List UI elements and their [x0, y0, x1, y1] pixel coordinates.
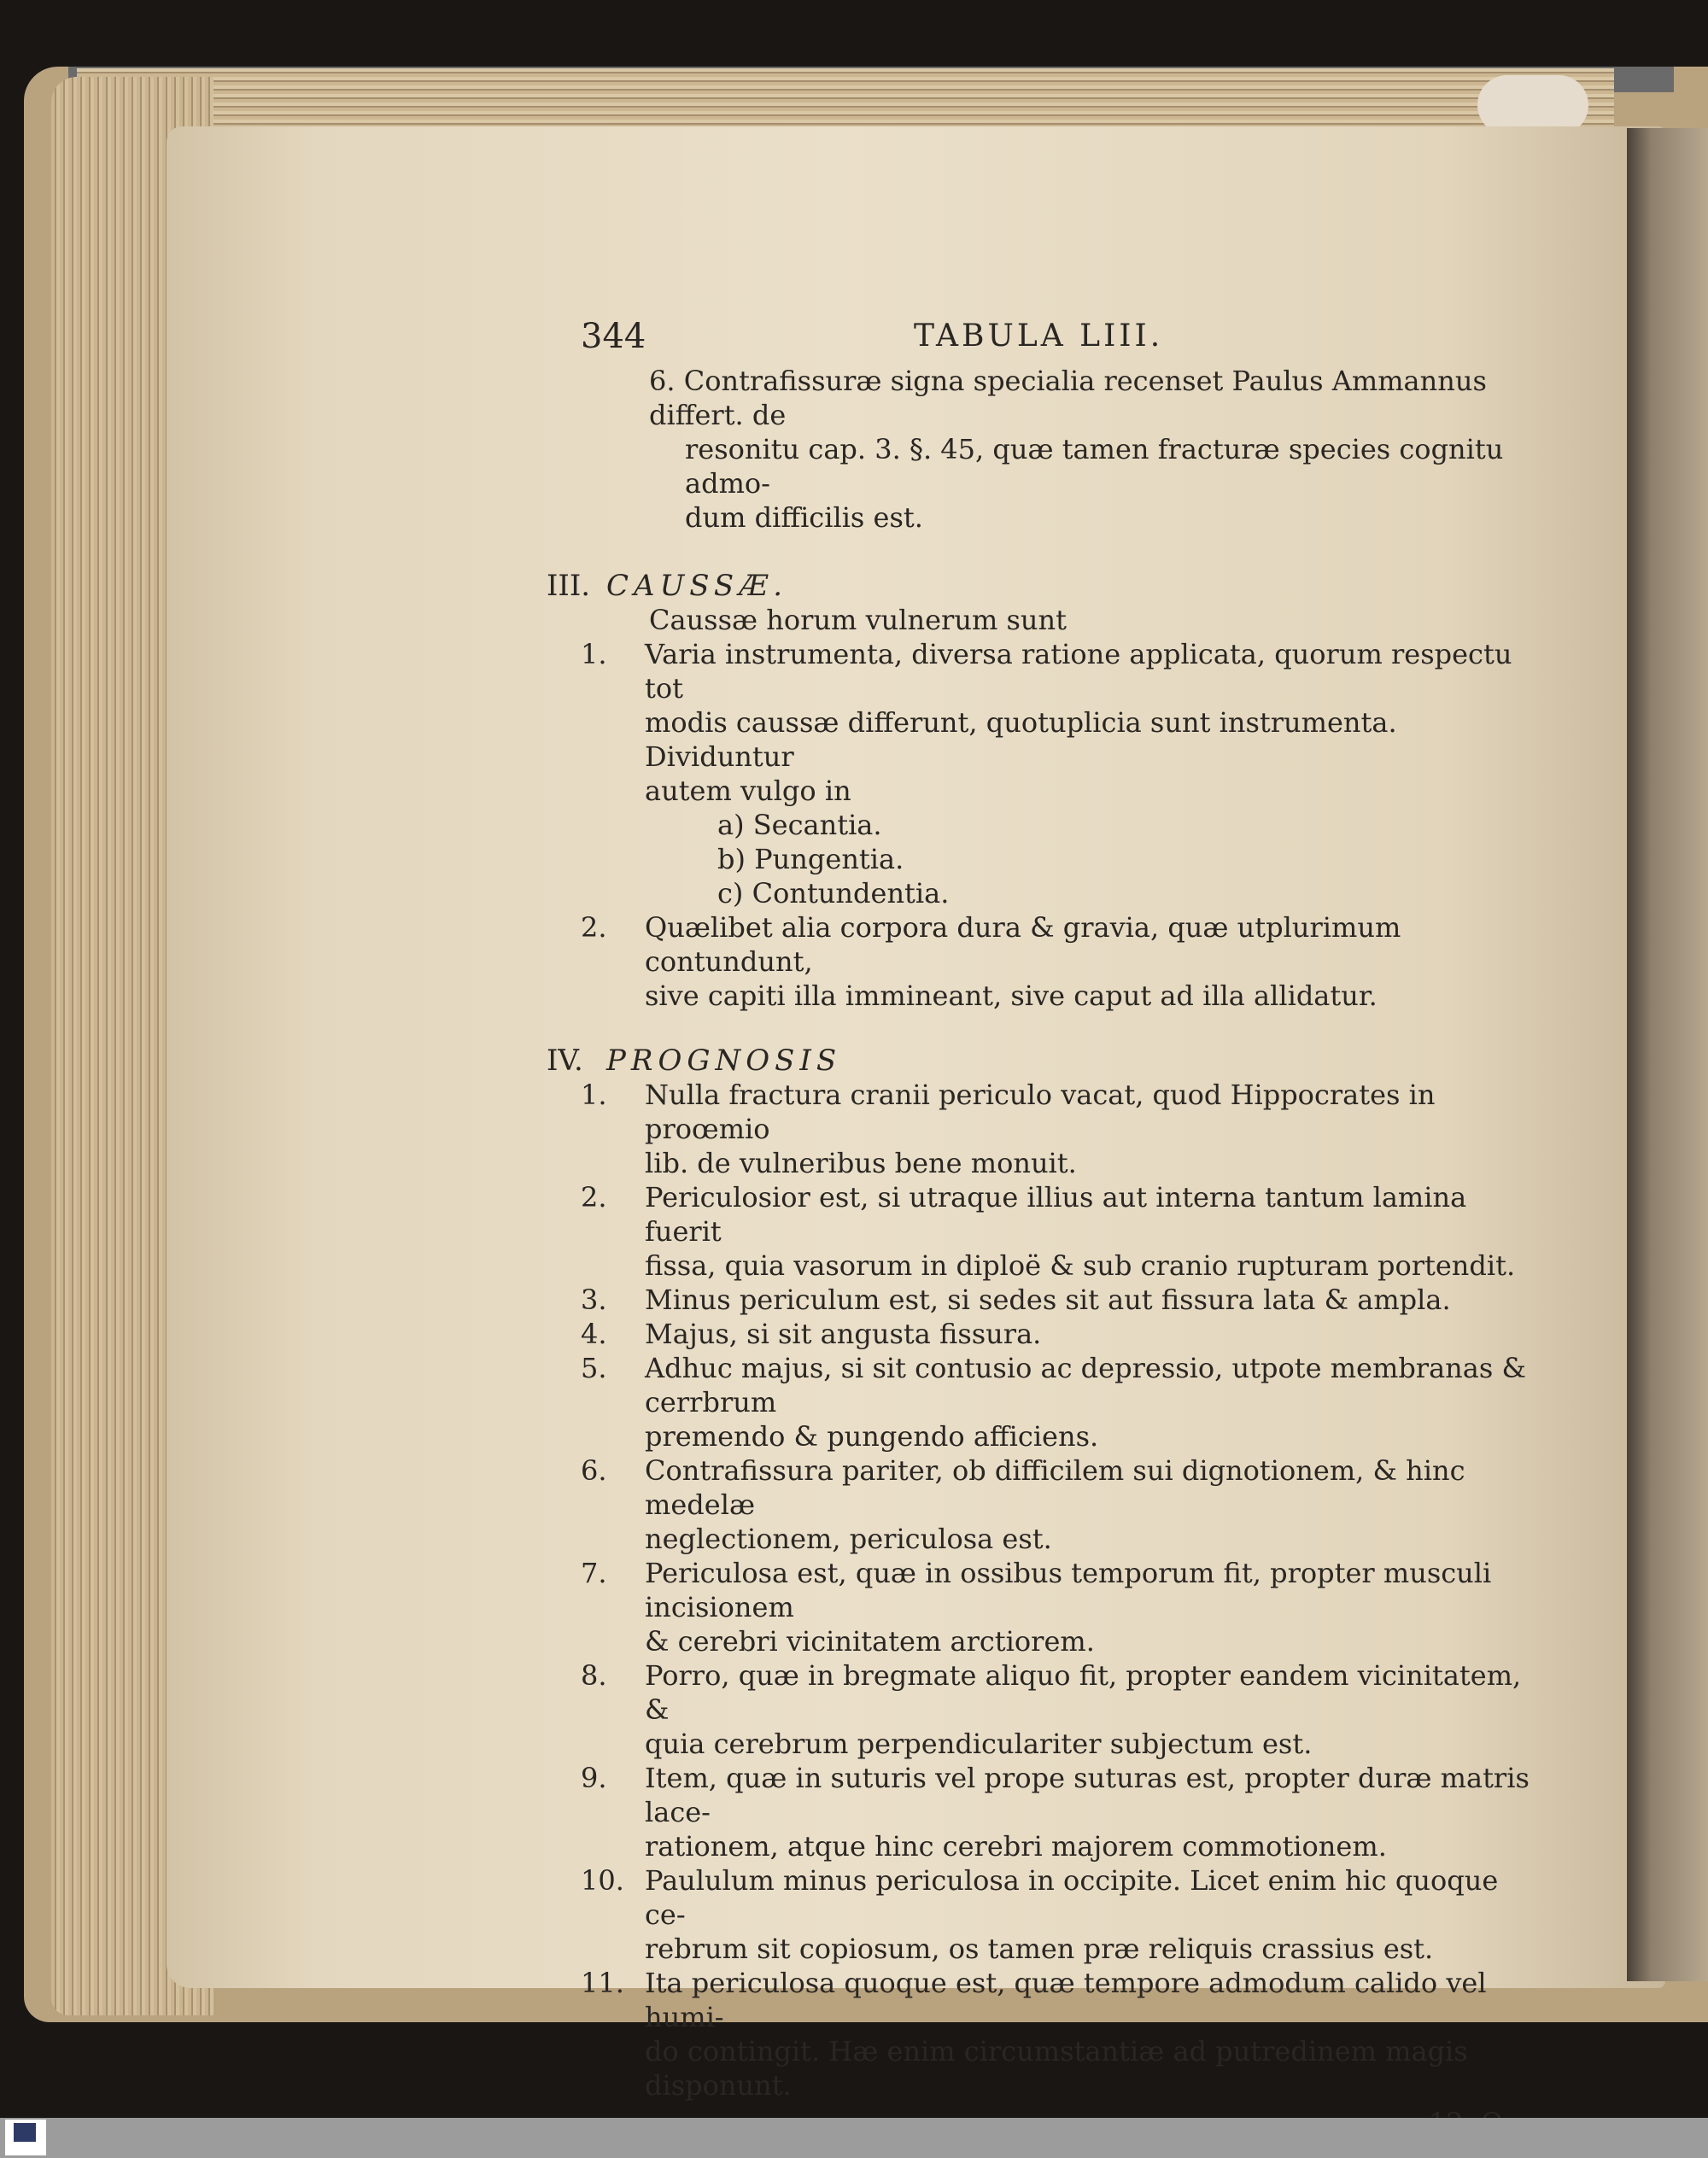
list-item	[547, 1863, 1537, 1966]
section-lead: Caussæ horum vulnerum sunt	[649, 604, 1067, 636]
item-number: 10.	[581, 1864, 624, 1897]
page-gutter	[1627, 128, 1708, 1981]
item-number: 2.	[581, 1181, 607, 1214]
item-line: Periculosior est, si utraque illius aut interna tantum lamina fuerit	[645, 1181, 1467, 1248]
item-line: Item, quæ in suturis vel prope suturas est, propter duræ matris lace-	[645, 1762, 1530, 1828]
running-head: TABULA LIII.	[914, 319, 1164, 354]
item-line: Porro, quæ in bregmate aliquo fit, propter eandem vicinitatem, &	[645, 1659, 1522, 1726]
item-line: Periculosa est, quæ in ossibus temporum fit, propter musculi incisionem	[645, 1557, 1492, 1623]
item-line: autem vulgo in	[645, 775, 851, 807]
page-text	[547, 316, 1537, 2140]
item-line: & cerebri vicinitatem arctiorem.	[645, 1625, 1095, 1658]
sub-item: b) Pungentia.	[717, 843, 904, 875]
page-header	[547, 316, 1537, 364]
item-number: 4.	[581, 1318, 607, 1350]
section-heading-prognosis	[547, 1044, 1537, 1078]
item-line: rationem, atque hinc cerebri majorem commotionem.	[645, 1830, 1387, 1863]
item-number: 7.	[581, 1557, 607, 1589]
list-item	[547, 1283, 1537, 1317]
intro-item-6	[547, 364, 1537, 535]
item-line: disponunt.	[645, 2069, 792, 2102]
section-title: CAUSSÆ.	[606, 569, 788, 603]
item-number: 3.	[581, 1284, 607, 1316]
intro-item-line: Contrafissuræ signa specialia recenset Paulus Ammannus differt. de	[649, 365, 1487, 431]
item-number: 2.	[581, 911, 607, 944]
sub-item: c) Contundentia.	[717, 877, 950, 909]
item-line: Adhuc majus, si sit contusio ac depressio, utpote membranas & cerrbrum	[645, 1352, 1526, 1418]
footer-bar	[0, 2118, 1708, 2158]
item-line: Contrafissura pariter, ob difficilem sui dignotionem, & hinc medelæ	[645, 1454, 1465, 1521]
item-line: do contingit. Hæ enim circumstantiæ ad putredinem magis	[645, 2035, 1468, 2067]
list-item	[547, 1453, 1537, 1556]
item-line: Quælibet alia corpora dura & gravia, quæ utplurimum contundunt,	[645, 911, 1401, 978]
list-item	[547, 910, 1537, 1013]
item-line: lib. de vulneribus bene monuit.	[645, 1147, 1077, 1179]
intro-item-line: resonitu cap. 3. §. 45, quæ tamen fracturæ species cognitu admo-	[685, 433, 1504, 500]
library-logo-icon	[14, 2123, 36, 2142]
item-line: modis caussæ differunt, quotuplicia sunt instrumenta. Dividuntur	[645, 706, 1397, 773]
item-number: 1.	[581, 1079, 607, 1111]
item-number: 1.	[581, 638, 607, 670]
list-item	[547, 1351, 1537, 1453]
intro-item-line: dum difficilis est.	[685, 501, 923, 534]
page-number: 344	[581, 317, 646, 356]
item-number: 5.	[581, 1352, 607, 1384]
item-line: sive capiti illa immineant, sive caput ad illa allidatur.	[645, 980, 1378, 1012]
sub-item: a) Secantia.	[717, 809, 882, 841]
item-line: Paululum minus periculosa in occipite. Licet enim hic quoque ce-	[645, 1864, 1499, 1931]
item-line: Majus, si sit angusta fissura.	[645, 1318, 1042, 1350]
list-item	[547, 1761, 1537, 1863]
section-number: III.	[547, 569, 591, 603]
list-item	[547, 1317, 1537, 1351]
item-line: Varia instrumenta, diversa ratione applicata, quorum respectu tot	[645, 638, 1512, 705]
list-item	[547, 1658, 1537, 1761]
list-item	[547, 637, 1537, 808]
item-line: fissa, quia vasorum in diploë & sub cranio rupturam portendit.	[645, 1249, 1516, 1282]
list-item	[547, 1966, 1537, 2102]
item-line: Ita periculosa quoque est, quæ tempore admodum calido vel humi-	[645, 1967, 1487, 2033]
item-line: quia cerebrum perpendiculariter subjectum est.	[645, 1728, 1313, 1760]
prognosis-list	[547, 1078, 1537, 2102]
item-line: Minus periculum est, si sedes sit aut fissura lata & ampla.	[645, 1284, 1451, 1316]
item-number: 9.	[581, 1762, 607, 1794]
intro-item-number: 6.	[649, 365, 676, 397]
list-item	[547, 1556, 1537, 1658]
list-item	[547, 1078, 1537, 1180]
item-number: 6.	[581, 1454, 607, 1487]
item-line: rebrum sit copiosum, os tamen præ reliquis crassius est.	[645, 1933, 1434, 1965]
item-number: 11.	[581, 1967, 624, 1999]
section-number: IV.	[547, 1044, 583, 1078]
item-number: 8.	[581, 1659, 607, 1692]
item-line: Nulla fractura cranii periculo vacat, quod Hippocrates in proœmio	[645, 1079, 1436, 1145]
list-item	[547, 1180, 1537, 1283]
item-line: neglectionem, periculosa est.	[645, 1523, 1052, 1555]
section-heading-causae	[547, 569, 1537, 603]
item-line: premendo & pungendo afficiens.	[645, 1420, 1099, 1453]
section-title: PROGNOSIS	[606, 1044, 842, 1078]
